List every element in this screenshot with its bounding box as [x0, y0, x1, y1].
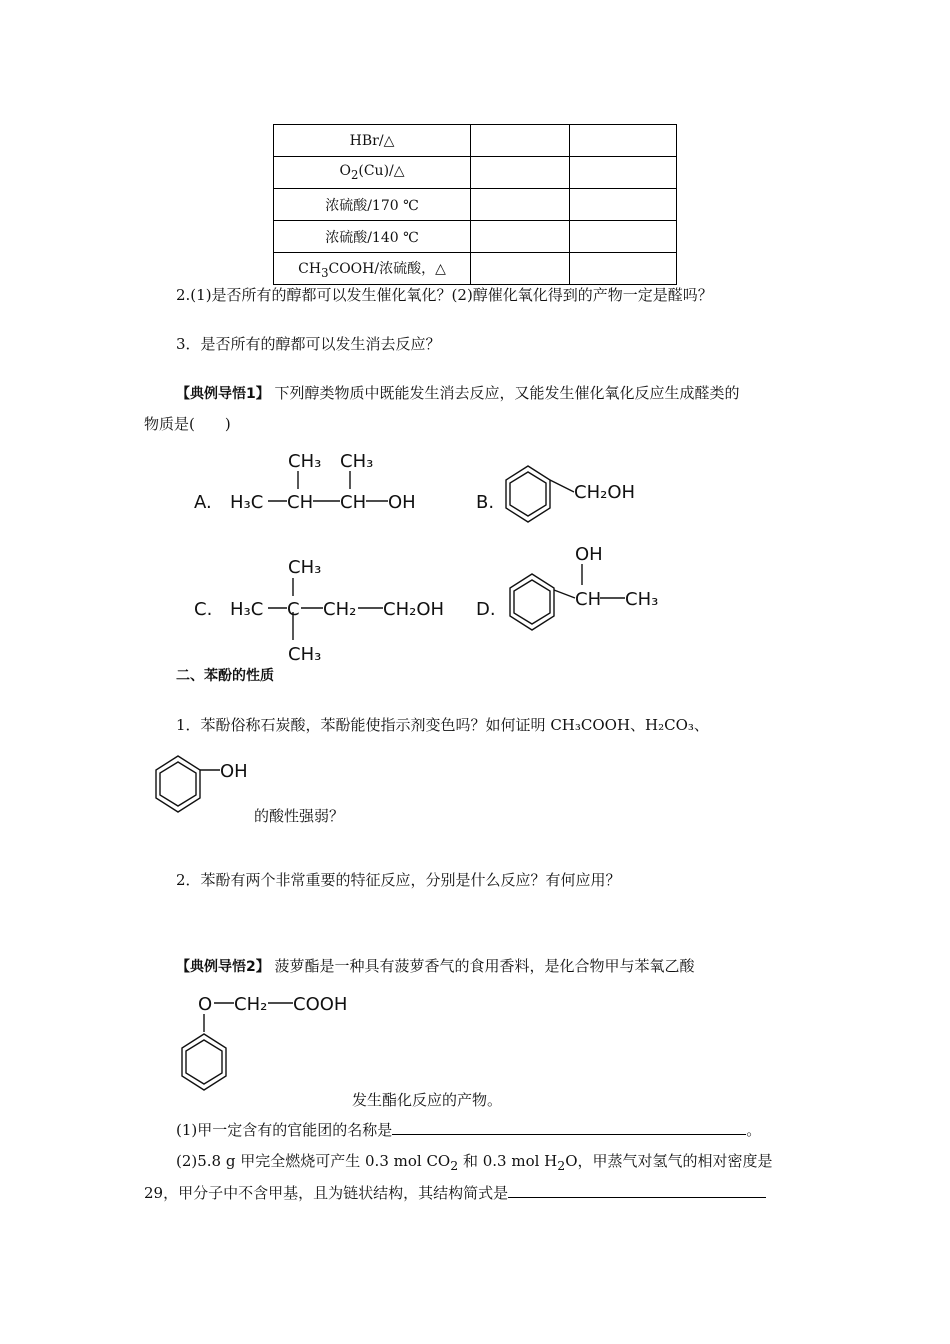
- benzene-ring: [510, 574, 554, 630]
- question-3: 3．是否所有的醇都可以发生消去反应？: [176, 335, 441, 353]
- example-2-text-cont: 发生酯化反应的产物。: [352, 1091, 503, 1109]
- formula-text: CH₃: [340, 451, 374, 472]
- formula-text: CH₃: [288, 557, 322, 578]
- formula-text: O: [198, 994, 213, 1015]
- answer-cell: [570, 157, 677, 189]
- formula-text: OH: [388, 492, 416, 513]
- formula-text: CH₂: [234, 994, 268, 1015]
- part-1-text: (1)甲一定含有的官能团的名称是: [176, 1121, 393, 1139]
- formula-text: CH: [340, 492, 367, 513]
- answer-cell: [570, 253, 677, 285]
- formula-text: OH: [220, 761, 248, 782]
- answer-cell: [570, 221, 677, 253]
- benzene-ring-inner: [160, 762, 196, 806]
- answer-cell: [471, 253, 570, 285]
- table-row: [274, 157, 677, 189]
- formula-text: CH₂: [323, 599, 357, 620]
- benzene-ring: [506, 466, 550, 522]
- answer-cell: [471, 157, 570, 189]
- benzene-ring: [182, 1034, 226, 1090]
- benzene-ring: [156, 756, 200, 812]
- formula-text: CH₂OH: [383, 599, 445, 620]
- formula-text: CH₃: [625, 589, 659, 610]
- section-heading: 二、苯酚的性质: [176, 668, 274, 684]
- example-1-tag: 【典例导悟1】: [176, 386, 270, 402]
- benzene-ring-inner: [514, 580, 550, 624]
- phenol-question-1-end: 的酸性强弱？: [254, 807, 345, 825]
- formula-text: OH: [575, 544, 603, 565]
- option-a-label: A.: [194, 492, 212, 513]
- option-d-label: D.: [476, 599, 496, 620]
- example-2-tag: 【典例导悟2】: [176, 959, 270, 975]
- example-2-part-1: [176, 1119, 761, 1140]
- bond: [554, 590, 575, 598]
- formula-text: CH₃: [288, 644, 322, 665]
- part-1-end: 。: [746, 1121, 762, 1139]
- condition-cell: $CH_3COOH/$浓硫酸，△: [274, 253, 471, 285]
- example-2-part-2-line-2: [144, 1182, 766, 1203]
- answer-cell: [471, 221, 570, 253]
- answer-blank[interactable]: [508, 1182, 766, 1198]
- answer-blank[interactable]: [392, 1119, 746, 1135]
- formula-text: CH: [575, 589, 602, 610]
- phenol-question-2: 2．苯酚有两个非常重要的特征反应，分别是什么反应？有何应用？: [176, 871, 621, 889]
- condition-cell: 浓硫酸/140 ℃: [274, 221, 471, 253]
- table-row: [274, 253, 677, 285]
- bond: [550, 480, 574, 492]
- formula-text: C: [287, 599, 300, 620]
- formula-text: CH₂OH: [574, 482, 636, 503]
- answer-cell: [471, 125, 570, 157]
- example-1-text-2: 物质是( ): [144, 415, 231, 433]
- example-1-intro: [176, 383, 740, 404]
- option-c-label: C.: [194, 599, 213, 620]
- example-2-intro: [176, 956, 695, 977]
- phenol-question-1: 1．苯酚俗称石炭酸，苯酚能使指示剂变色吗？如何证明 CH₃COOH、H₂CO₃、: [176, 716, 709, 734]
- formula-text: CH₃: [288, 451, 322, 472]
- condition-cell: HBr/△: [274, 125, 471, 157]
- question-2: 2.(1)是否所有的醇都可以发生催化氧化？(2)醇催化氧化得到的产物一定是醛吗？: [176, 286, 713, 304]
- table-row: [274, 125, 677, 157]
- reaction-condition-table: [273, 124, 677, 285]
- formula-text: COOH: [293, 994, 348, 1015]
- benzene-ring-inner: [510, 472, 546, 516]
- formula-text: CH: [287, 492, 314, 513]
- condition-cell: 浓硫酸/170 ℃: [274, 189, 471, 221]
- option-b-label: B.: [476, 492, 495, 513]
- phenoxyacetic-acid-structure: [178, 986, 368, 1096]
- answer-cell: [570, 125, 677, 157]
- example-1-text: 下列醇类物质中既能发生消去反应，又能发生催化氧化反应生成醛类的: [274, 384, 740, 402]
- phenol-structure: [150, 748, 260, 820]
- table-row: [274, 221, 677, 253]
- option-structures: [180, 440, 700, 670]
- table-row: [274, 189, 677, 221]
- part-2-text: 29，甲分子中不含甲基，且为链状结构，其结构简式是: [144, 1184, 509, 1202]
- answer-cell: [471, 189, 570, 221]
- example-2-part-2: (2)5.8 g 甲完全燃烧可产生 0.3 mol $CO_2$ 和 0.3 mol $H_2O$，甲蒸气对氢气的相对密度是: [176, 1152, 773, 1173]
- formula-text: H₃C: [230, 492, 264, 513]
- condition-cell: $O_2(Cu)/\triangle$: [274, 157, 471, 189]
- answer-cell: [570, 189, 677, 221]
- benzene-ring-inner: [186, 1040, 222, 1084]
- formula-text: H₃C: [230, 599, 264, 620]
- example-2-text: 菠萝酯是一种具有菠萝香气的食用香料，是化合物甲与苯氧乙酸: [274, 957, 695, 975]
